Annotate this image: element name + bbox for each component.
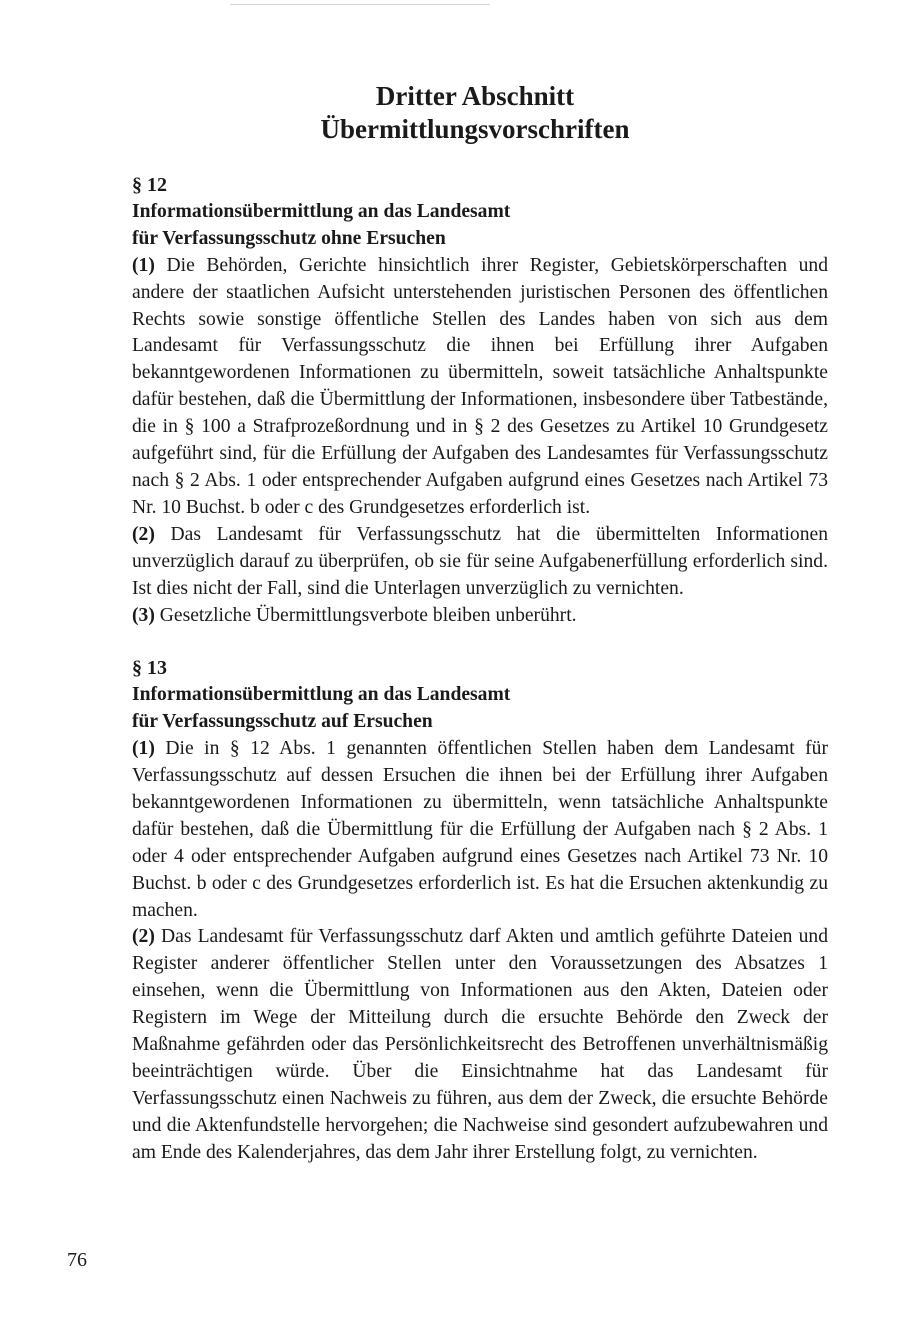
- paragraph-text: Die in § 12 Abs. 1 genannten öffentlichen Stellen haben dem Landesamt für Verfassungsschutz auf dessen Ersuchen die ihnen bei der Erfüllung ihrer Aufgaben bekanntgewordenen Informationen zu übermitteln, wenn tatsächliche Anhaltspunkte dafür bestehen, daß die Übermittlung für die Erfüllung der Aufgaben nach § 2 Abs. 1 oder 4 oder entsprechender Aufgaben aufgrund eines Gesetzes nach Artikel 73 Nr. 10 Buchst. b oder c des Grundgesetzes erforderlich ist. Es hat die Ersuchen aktenkundig zu machen.: [132, 738, 828, 921]
- section-13: [132, 655, 828, 1166]
- section-12: [132, 172, 828, 629]
- chapter-subtitle: Übermittlungsvorschriften: [320, 114, 630, 144]
- paragraph-text: Die Behörden, Gerichte hinsichtlich ihrer Register, Gebietskörperschaften und andere der staatlichen Aufsicht unterstehenden juristischen Personen des öffentlichen Rechts sowie sonstige öffentliche Stellen des Landes haben von sich aus dem Landesamt für Verfassungsschutz die ihnen bei Erfüllung ihrer Aufgaben bekanntgewordenen Informationen zu übermitteln, soweit tatsächliche Anhaltspunkte dafür bestehen, daß die Übermittlung der Informationen, insbesondere über Tatbestände, die in § 100 a Strafprozeßordnung und in § 2 des Gesetzes zu Artikel 10 Grundgesetz aufgeführt sind, für die Erfüllung der Aufgaben des Landesamtes für Verfassungsschutz nach § 2 Abs. 1 oder entsprechender Aufgaben aufgrund eines Gesetzes nach Artikel 73 Nr. 10 Buchst. b oder c des Grundgesetzes erforderlich ist.: [132, 254, 828, 518]
- paragraph-number: (1): [132, 254, 155, 276]
- page-number: 76: [67, 1249, 87, 1271]
- paragraph-1: [132, 736, 828, 924]
- paragraph-2: [132, 924, 828, 1166]
- scan-edge-line: [230, 4, 490, 5]
- section-title-line-1: Informationsübermittlung an das Landesamt: [132, 200, 511, 222]
- section-title-line-2: für Verfassungsschutz auf Ersuchen: [132, 711, 433, 733]
- paragraph-number: (3): [132, 604, 155, 626]
- page-body: [132, 172, 828, 1167]
- chapter-title: Dritter Abschnitt: [375, 81, 575, 111]
- section-number: § 13: [132, 657, 167, 680]
- chapter-heading: [300, 80, 650, 146]
- paragraph-text: Das Landesamt für Verfassungsschutz darf Akten und amtlich geführte Dateien und Register anderer öffentlicher Stellen unter den Voraussetzungen des Absatzes 1 einsehen, wenn die Übermittlung von Informationen aus den Akten, Dateien oder Registern im Wege der Mitteilung durch die ersuchte Behörde den Zweck der Maßnahme gefährden oder das Persönlichkeitsrecht des Betroffenen unverhältnismäßig beeinträchtigen würde. Über die Einsichtnahme hat das Landesamt für Verfassungsschutz einen Nachweis zu führen, aus dem der Zweck, die ersuchte Behörde und die Aktenfundstelle hervorgehen; die Nachweise sind gesondert aufzubewahren und am Ende des Kalenderjahres, das dem Jahr ihrer Erstellung folgt, zu vernichten.: [132, 926, 828, 1163]
- section-title-line-1: Informationsübermittlung an das Landesamt: [132, 684, 511, 706]
- paragraph-2: [132, 522, 828, 603]
- paragraph-3: [132, 603, 828, 630]
- section-number: § 12: [132, 174, 167, 196]
- paragraph-number: (2): [132, 926, 155, 948]
- paragraph-number: (2): [132, 523, 155, 545]
- paragraph-1: [132, 253, 828, 522]
- paragraph-text: Das Landesamt für Verfassungsschutz hat die übermittelten Informationen unverzüglich darauf zu überprüfen, ob sie für seine Aufgabenerfüllung erforderlich sind. Ist dies nicht der Fall, sind die Unterlagen unverzüglich zu vernichten.: [132, 523, 828, 599]
- section-title-line-2: für Verfassungsschutz ohne Ersuchen: [132, 227, 446, 249]
- paragraph-number: (1): [132, 738, 155, 760]
- paragraph-text: Gesetzliche Übermittlungsverbote bleiben unberührt.: [159, 604, 577, 626]
